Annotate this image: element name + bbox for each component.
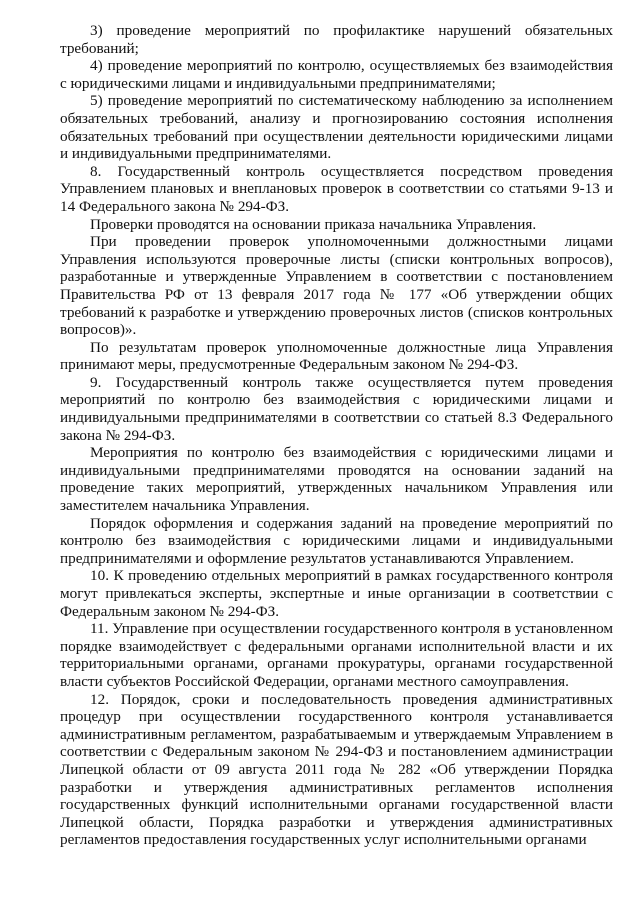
paragraph-assignment-procedure: Порядок оформления и содержания заданий на проведение мероприятий по контролю без взаимодействия с юридическими лицами и индивидуальными предпринимателями и оформление результатов устанавливаются Управлением. (60, 514, 613, 567)
paragraph-10-experts: 10. К проведению отдельных мероприятий в рамках государственного контроля могут привлекаться эксперты, экспертные и иные организации в соответствии с Федеральным законом № 294-ФЗ. (60, 567, 613, 620)
paragraph-4-control-without-interaction: 4) проведение мероприятий по контролю, осуществляемых без взаимодействия с юридическими лицами и индивидуальными предпринимателями; (60, 57, 613, 92)
paragraph-8-state-control: 8. Государственный контроль осуществляется посредством проведения Управлением плановых и внеплановых проверок в соответствии со статьями 9-13 и 14 Федерального закона № 294-ФЗ. (60, 162, 613, 215)
paragraph-inspection-results: По результатам проверок уполномоченные должностные лица Управления принимают меры, предусмотренные Федеральным законом № 294-ФЗ. (60, 338, 613, 374)
document-page (60, 22, 613, 849)
paragraph-5-systematic-observation: 5) проведение мероприятий по систематическому наблюдению за исполнением обязательных требований, анализу и прогнозированию состояния исполнения обязательных требований при осуществлении деятельности юридическими лицами и индивидуальными предпринимателями. (60, 92, 613, 163)
paragraph-11-interaction: 11. Управление при осуществлении государственного контроля в установленном порядке взаимодействует с федеральными органами исполнительной власти и их территориальными органами, органами прокуратуры, органами государственной власти субъектов Российской Федерации, органами местного самоуправления. (60, 620, 613, 690)
paragraph-3-prevention: 3) проведение мероприятий по профилактике нарушений обязательных требований; (60, 22, 613, 57)
paragraph-inspections-basis: Проверки проводятся на основании приказа начальника Управления. (90, 215, 537, 233)
paragraph-assignments: Мероприятия по контролю без взаимодействия с юридическими лицами и индивидуальными предпринимателями проводятся на основании заданий на проведение таких мероприятий, утвержденных начальником Управления или заместителем начальника Управления. (60, 444, 613, 515)
paragraph-9-control-measures: 9. Государственный контроль также осуществляется путем проведения мероприятий по контролю без взаимодействия с юридическими лицами и индивидуальными предпринимателями в соответствии со статьей 8.3 Федерального закона № 294-ФЗ. (60, 373, 613, 444)
paragraph-12-administrative-procedures: 12. Порядок, сроки и последовательность проведения административных процедур при осуществлении государственного контроля устанавливается административным регламентом, разрабатываемым и утверждаемым Управлением в соответствии с Федеральным законом № 294-ФЗ и постановлением администрации Липецкой области от 09 августа 2011 года № 282 «Об утверждении Порядка разработки и утверждения административных регламентов исполнения государственных функций исполнительными органами государственной власти Липецкой области, Порядка разработки и утверждения административных регламентов предоставления государственных услуг исполнительными органами (60, 690, 613, 849)
paragraph-checklists: При проведении проверок уполномоченными должностными лицами Управления используются проверочные листы (списки контрольных вопросов), разработанные и утвержденные Управлением в соответствии с постановлением Правительства РФ от 13 февраля 2017 года № 177 «Об утверждении общих требований к разработке и утверждению проверочных листов (списков контрольных вопросов)». (60, 233, 613, 339)
